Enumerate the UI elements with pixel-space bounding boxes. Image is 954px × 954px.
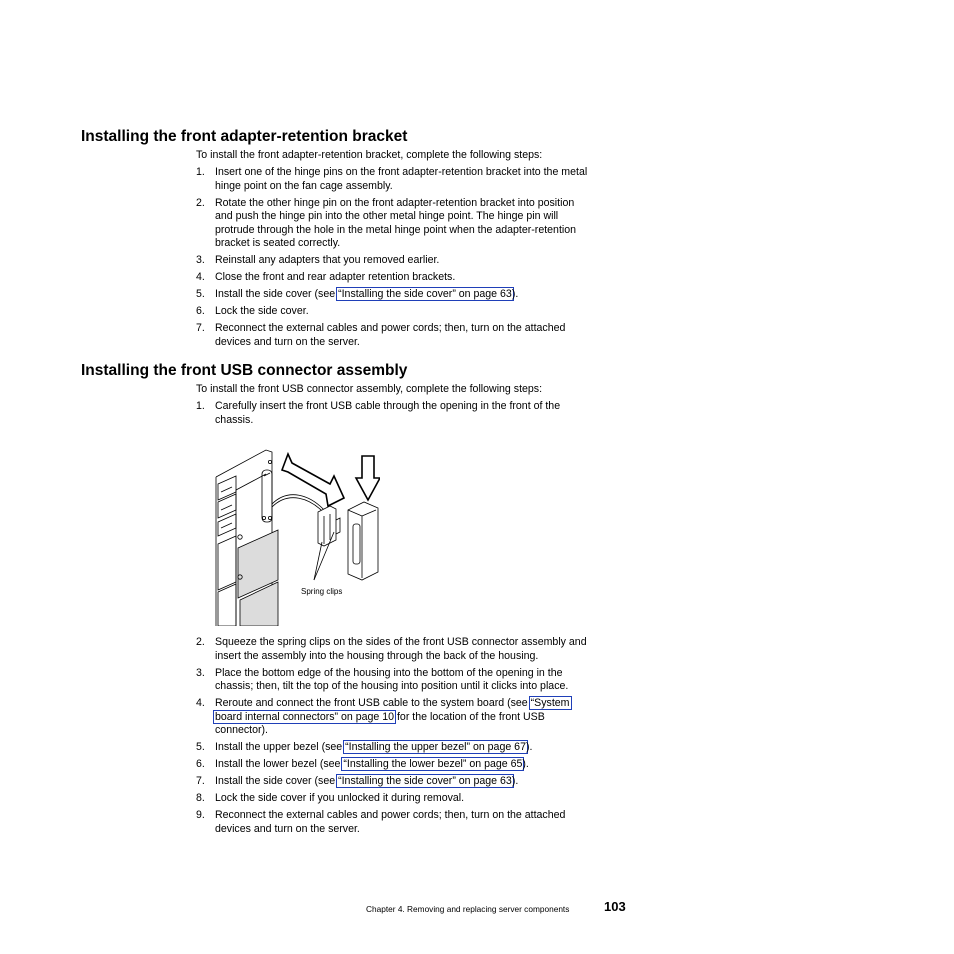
list-item: 3. Place the bottom edge of the housing into the bottom of the opening in the chassis; then, tilt the top of the housing into position until it clicks into place. — [196, 666, 569, 692]
spring-clips-label: Spring clips — [301, 587, 343, 596]
list-item: 7. Install the side cover (see “Installing the side cover” on page 63). — [196, 775, 519, 787]
list-item: 6. Lock the side cover. — [196, 305, 309, 317]
list-item: 7. Reconnect the external cables and power cords; then, turn on the attached devices and turn on the server. — [196, 322, 566, 348]
section2-steps — [196, 636, 626, 836]
section1-intro: To install the front adapter-retention bracket, complete the following steps: — [196, 149, 543, 161]
link-system-board-connectors[interactable]: “System — [530, 697, 570, 709]
list-item: 9. Reconnect the external cables and power cords; then, turn on the attached devices and turn on the server. — [196, 809, 566, 835]
link-installing-side-cover-2[interactable]: “Installing the side cover” on page 63 — [338, 775, 512, 787]
list-item: 2. Squeeze the spring clips on the sides of the front USB connector assembly and insert the assembly into the housing through the back of the housing. — [196, 636, 587, 662]
list-item: 3. Reinstall any adapters that you removed earlier. — [196, 254, 440, 266]
link-installing-side-cover[interactable]: “Installing the side cover” on page 63 — [338, 288, 512, 300]
list-item: 2. Rotate the other hinge pin on the front adapter-retention bracket into position and push the hinge pin into the other metal hinge point. The hinge pin will protrude through the hole in the metal hinge point when the adapter-retention bracket is seated correctly. — [196, 196, 577, 249]
list-item: 1. Insert one of the hinge pins on the front adapter-retention bracket into the metal hinge point on the fan cage assembly. — [196, 166, 588, 192]
list-item: 8. Lock the side cover if you unlocked it during removal. — [196, 792, 465, 804]
section1-steps — [196, 166, 626, 349]
link-system-board-connectors-cont[interactable]: board internal connectors” on page 10 — [215, 710, 395, 723]
list-item: 4. Reroute and connect the front USB cable to the system board (see “System board internal connectors” on page 10 for the location of the front USB connector). — [196, 697, 570, 736]
link-installing-upper-bezel[interactable]: “Installing the upper bezel” on page 67 — [345, 741, 526, 753]
list-item: 6. Install the lower bezel (see “Installing the lower bezel” on page 65). — [196, 758, 529, 770]
list-item: 1. Carefully insert the front USB cable through the opening in the front of the chassis. — [196, 400, 561, 426]
section-title-usb-assembly: Installing the front USB connector assembly — [81, 362, 408, 379]
page-number: 103 — [604, 899, 626, 914]
link-installing-lower-bezel[interactable]: “Installing the lower bezel” on page 65 — [343, 758, 523, 770]
list-item: 5. Install the upper bezel (see “Installing the upper bezel” on page 67). — [196, 741, 533, 753]
list-item: 4. Close the front and rear adapter retention brackets. — [196, 271, 456, 283]
section2-intro: To install the front USB connector assembly, complete the following steps: — [196, 383, 543, 395]
section2-step1 — [196, 400, 626, 427]
footer-chapter: Chapter 4. Removing and replacing server components — [366, 904, 570, 914]
usb-assembly-illustration — [210, 432, 380, 626]
list-item: 5. Install the side cover (see “Installing the side cover” on page 63). — [196, 288, 519, 300]
usb-assembly-drawing — [210, 432, 380, 626]
section-title-adapter-bracket: Installing the front adapter-retention bracket — [81, 128, 408, 145]
